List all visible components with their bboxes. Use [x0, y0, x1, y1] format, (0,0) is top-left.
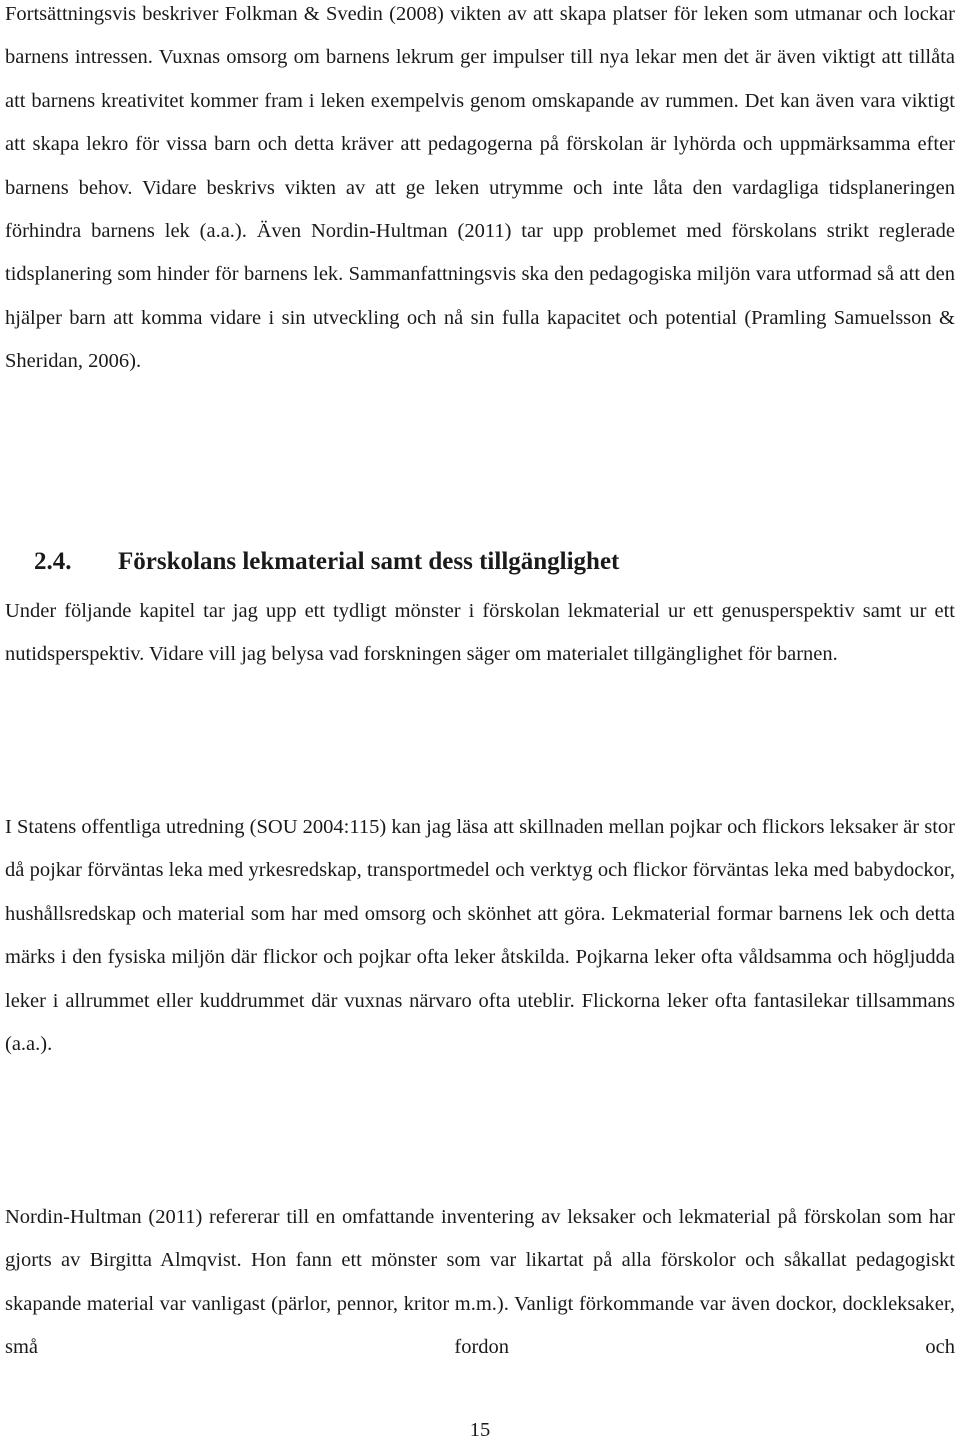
paragraph-kapitel-intro: Under följande kapitel tar jag upp ett tydligt mönster i förskolan lekmaterial ur ett genusperspektiv samt ur ett nutidsperspektiv. Vidare vill jag belysa vad forskningen säger om materialet tillgänglighet för barnen. — [5, 600, 955, 666]
section-title: Förskolans lekmaterial samt dess tillgänglighet — [118, 548, 620, 575]
page-number: 15 — [469, 1419, 491, 1441]
paragraph-nordin-hultman: Nordin-Hultman (2011) refererar till en omfattande inventering av leksaker och lekmaterial på förskolan som har gjorts av Birgitta Almqvist. Hon fann ett mönster som var likartat på alla förskolor och såkallat pedagogiskt skapande material var vanligast (pärlor, pennor, kritor m.m.). Vanligt förkommande var även dockor, dockleksaker, små fordon och — [5, 1206, 955, 1359]
section-heading — [34, 542, 619, 582]
section-number: 2.4. — [34, 548, 72, 575]
paragraph-sou-utredning: I Statens offentliga utredning (SOU 2004:115) kan jag läsa att skillnaden mellan pojkar och flickors leksaker är stor då pojkar förväntas leka med yrkesredskap, transportmedel och verktyg och flickor förväntas leka med babydockor, hushållsredskap och material som har med omsorg och skönhet att göra. Lekmaterial formar barnens lek och detta märks i den fysiska miljön där flickor och pojkar ofta leker åtskilda. Pojkarna leker ofta våldsamma och högljudda leker i allrummet eller kuddrummet där vuxnas närvaro ofta uteblir. Flickorna leker ofta fantasilekar tillsammans (a.a.). — [5, 816, 955, 1056]
paragraph-lekens-platser: Fortsättningsvis beskriver Folkman & Svedin (2008) vikten av att skapa platser för leken som utmanar och lockar barnens intressen. Vuxnas omsorg om barnens lekrum ger impulser till nya lekar men det är även viktigt att tillåta att barnens kreativitet kommer fram i leken exempelvis genom omskapande av rummen. Det kan även vara viktigt att skapa lekro för vissa barn och detta kräver att pedagogerna på förskolan är lyhörda och uppmärksamma efter barnens behov. Vidare beskrivs vikten av att ge leken utrymme och inte låta den vardagliga tidsplaneringen förhindra barnens lek (a.a.). Även Nordin-Hultman (2011) tar upp problemet med förskolans strikt reglerade tidsplanering som hinder för barnens lek. Sammanfattningsvis ska den pedagogiska miljön vara utformad så att den hjälper barn att komma vidare i sin utveckling och nå sin fulla kapacitet och potential (Pramling Samuelsson & Sheridan, 2006). — [5, 3, 955, 373]
